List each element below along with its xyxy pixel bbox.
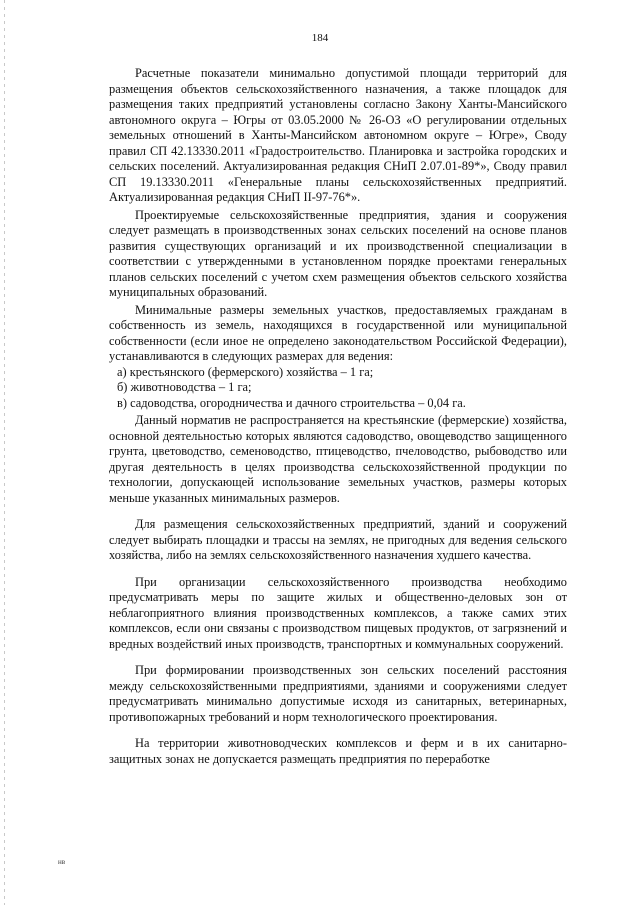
body-text [109,66,567,767]
paragraph-minimum-plot-sizes: Минимальные размеры земельных участков, предоставляемых гражданам в собственность из земель, находящихся в государственной или муниципальной собственности (если иное не определено законодательством Российской Федерации), устанавливаются в следующих размерах для ведения: [109,302,567,363]
paragraph-site-selection: Для размещения сельскохозяйственных предприятий, зданий и сооружений следует выбирать площадки и трассы на землях, не пригодных для ведения сельского хозяйства, либо на землях сельскохозяйственного назначения худшего качества. [109,517,567,562]
paragraph-distances: При формировании производственных зон сельских поселений расстояния между сельскохозяйственными предприятиями, зданиями и сооружениями следует предусматривать минимально допустимые исходя из санитарных, ветеринарных, противопожарных требований и норм технологического проектирования. [109,663,567,724]
page-number: 184 [311,32,329,44]
paragraph-protection-measures: При организации сельскохозяйственного производства необходимо предусматривать меры по защите жилых и общественно-деловых зон от неблагоприятного влияния производственных комплексов, а также самих этих комплексов, если они связаны с производством пищевых продуктов, от загрязнений и вредных воздействий иных производств, транспортных и коммунальных сооружений. [109,574,567,651]
list-item-gardening: в) садоводства, огородничества и дачного строительства – 0,04 га. [117,395,466,410]
footer-initials: нв [58,858,66,866]
list-item-livestock: б) животноводства – 1 га; [117,380,252,394]
paragraph-calculation-indicators: Расчетные показатели минимально допустимой площади территорий для размещения объектов сельскохозяйственного назначения, а также площадок для размещения таких предприятий установлены согласно Закону Ханты-Мансийского автономного округа – Югры от 03.05.2000 № 26-ОЗ «О регулировании отдельных земельных отношений в Ханты-Мансийском автономном округе – Югре», Своду правил СП 42.13330.2011 «Градостроительство. Планировка и застройка городских и сельских поселений. Актуализированная редакция СНиП 2.07.01-89*», Своду правил СП 19.13330.2011 «Генеральные планы сельскохозяйственных предприятий. Актуализированная редакция СНиП II-97-76*». [109,66,567,204]
paragraph-projected-enterprises: Проектируемые сельскохозяйственные предприятия, здания и сооружения следует размещать в производственных зонах сельских поселений на основе планов развития существующих организаций и их производственной специализации в соответствии с утвержденными в установленном порядке проектами генеральных планов сельских поселений с учетом схем размещения объектов сельского хозяйства муниципальных образований. [109,207,567,299]
scan-edge [4,0,5,905]
paragraph-livestock-territory: На территории животноводческих комплексов и ферм и в их санитарно-защитных зонах не допускается размещать предприятия по переработке [109,736,567,766]
list-item-farm: а) крестьянского (фермерского) хозяйства – 1 га; [117,364,374,379]
paragraph-norm-exception: Данный норматив не распространяется на крестьянские (фермерские) хозяйства, основной деятельностью которых являются садоводство, овощеводство защищенного грунта, цветоводство, семеноводство, птицеводство, пчеловодство, рыбоводство или другая деятельность в целях производства сельскохозяйственной продукции по технологии, допускающей использование земельных участков, размеры которых меньше указанных минимальных размеров. [109,413,567,505]
